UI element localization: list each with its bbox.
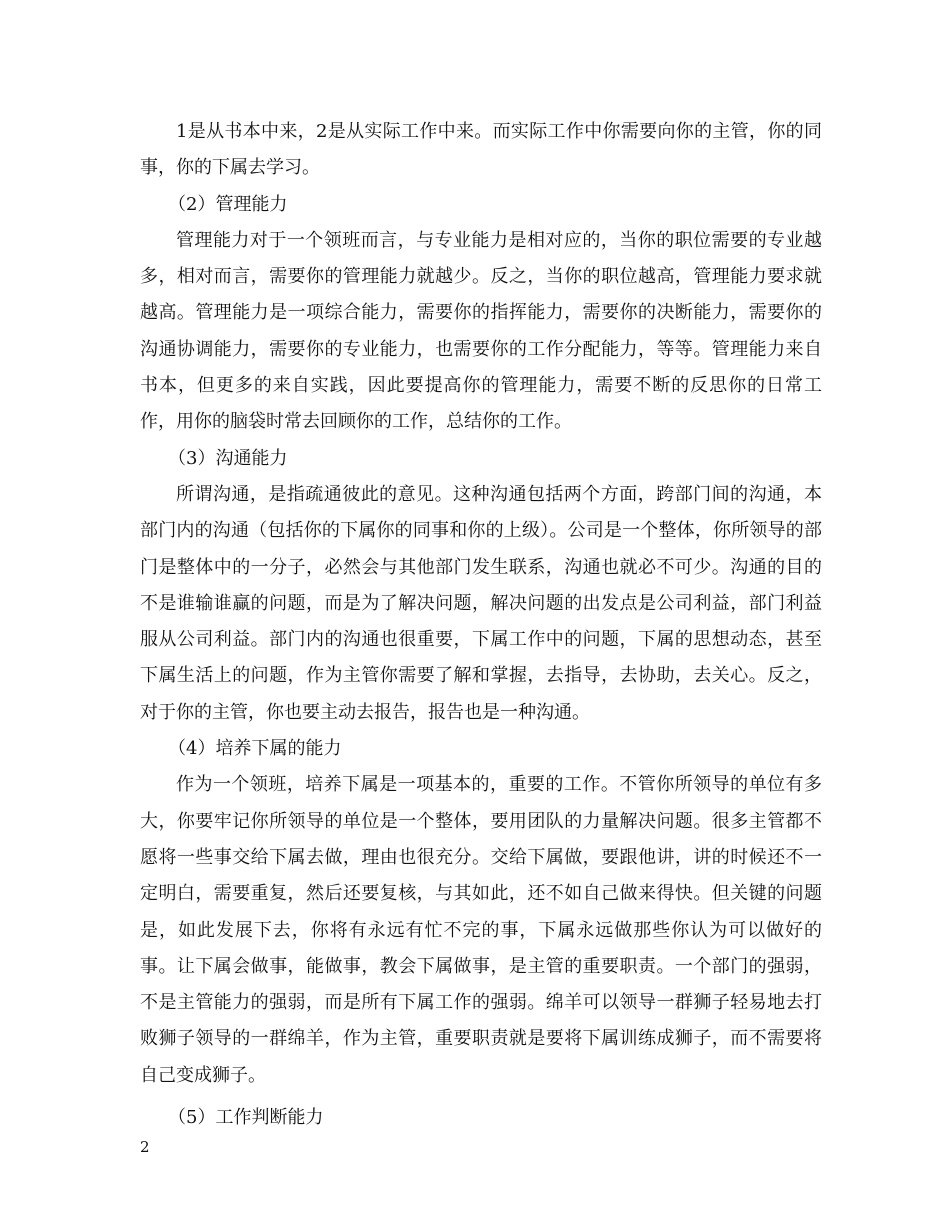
page-number: 2: [140, 1138, 150, 1156]
heading-communication-ability: （3）沟通能力: [168, 447, 288, 469]
document-body: [140, 114, 822, 1136]
paragraph-communication-ability: 所谓沟通，是指疏通彼此的意见。这种沟通包括两个方面，跨部门间的沟通，本部门内的沟通（包括你的下属你的同事和你的上级）。公司是一个整体，你所领导的部门是整体中的一分子，必然会与其他部门发生联系，沟通也就必不可少。沟通的目的不是谁输谁赢的问题，而是为了解决问题，解决问题的出发点是公司利益，部门利益服从公司利益。部门内的沟通也很重要，下属工作中的问题，下属的思想动态，甚至下属生活上的问题，作为主管你需要了解和掌握，去指导，去协助，去关心。反之，对于你的主管，你也要主动去报告，报告也是一种沟通。: [140, 483, 822, 723]
heading-work-judgment: （5）工作判断能力: [168, 1107, 324, 1129]
paragraph-learning-sources: 1是从书本中来，2是从实际工作中来。而实际工作中你需要向你的主管，你的同事，你的下属去学习。: [140, 121, 822, 179]
paragraph-management-ability: 管理能力对于一个领班而言，与专业能力是相对应的，当你的职位需要的专业越多，相对而言，需要你的管理能力就越少。反之，当你的职位越高，管理能力要求就越高。管理能力是一项综合能力，需要你的指挥能力，需要你的决断能力，需要你的沟通协调能力，需要你的专业能力，也需要你的工作分配能力，等等。管理能力来自书本，但更多的来自实践，因此要提高你的管理能力，需要不断的反思你的日常工作，用你的脑袋时常去回顾你的工作，总结你的工作。: [140, 229, 822, 433]
paragraph-training-subordinates: 作为一个领班，培养下属是一项基本的，重要的工作。不管你所领导的单位有多大，你要牢记你所领导的单位是一个整体，要用团队的力量解决问题。很多主管都不愿将一些事交给下属去做，理由也很充分。交给下属做，要跟他讲，讲的时候还不一定明白，需要重复，然后还要复核，与其如此，还不如自己做来得快。但关键的问题是，如此发展下去，你将有永远有忙不完的事，下属永远做那些你认为可以做好的事。让下属会做事，能做事，教会下属做事，是主管的重要职责。一个部门的强弱，不是主管能力的强弱，而是所有下属工作的强弱。绵羊可以领导一群狮子轻易地去打败狮子领导的一群绵羊，作为主管，重要职责就是要将下属训练成狮子，而不需要将自己变成狮子。: [140, 774, 822, 1086]
heading-management-ability: （2）管理能力: [168, 193, 288, 215]
heading-training-subordinates: （4）培养下属的能力: [168, 738, 342, 760]
